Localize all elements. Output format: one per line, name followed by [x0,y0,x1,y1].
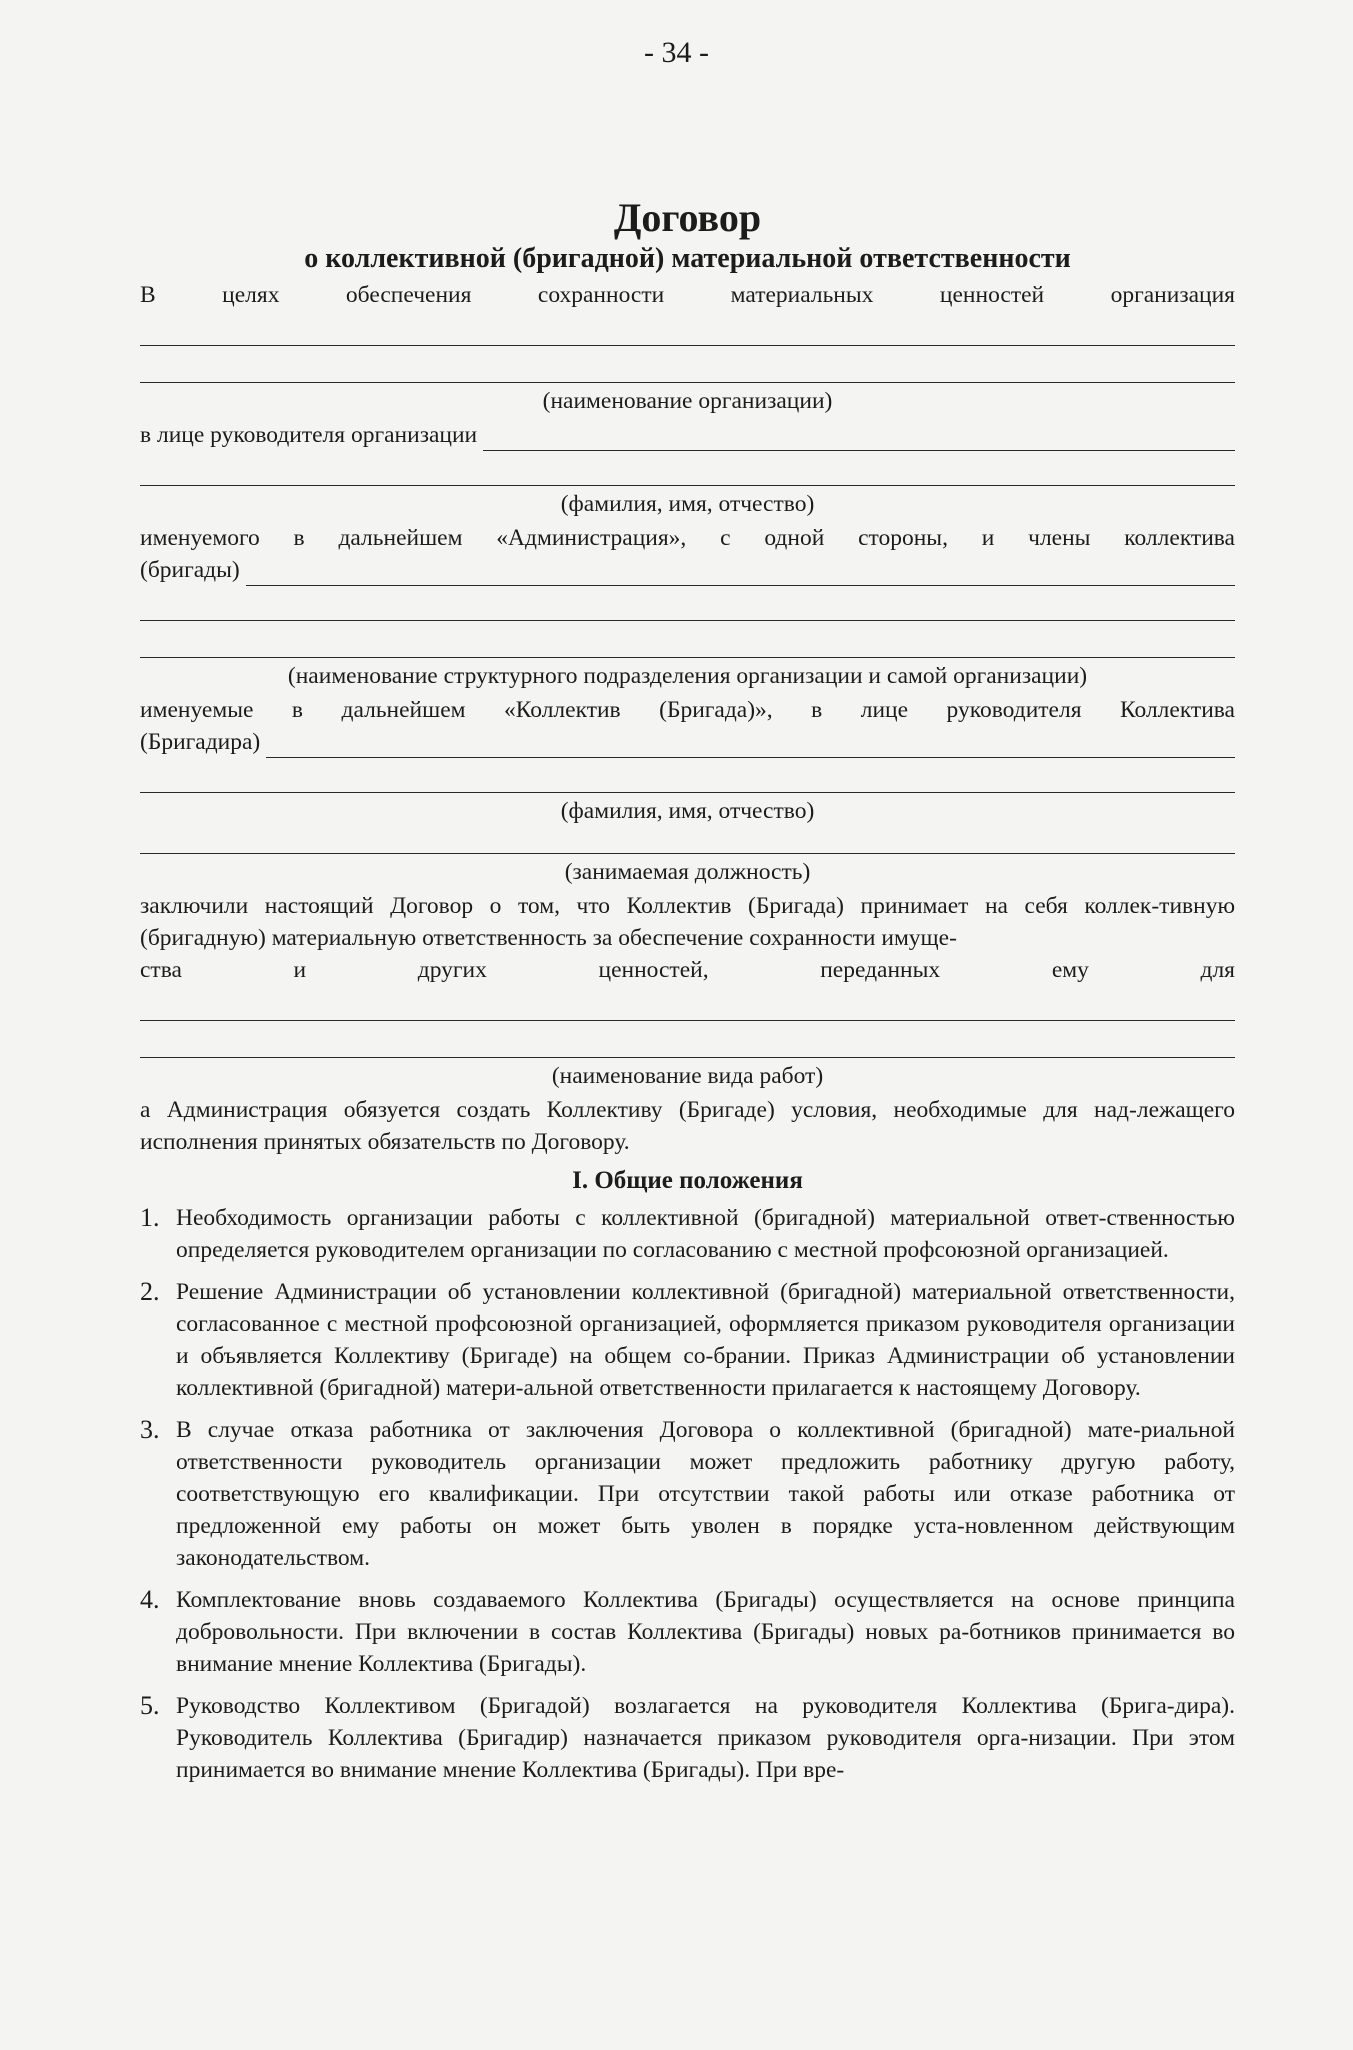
blank-line [140,758,1235,793]
concluded-text: заключили настоящий Договор о том, что Коллектив (Бригада) принимает на себя коллек-тивную (бригадную) материальную ответственность за обеспечение сохранности имуще- [140,893,1235,951]
list-item [140,1414,1235,1574]
blank-line [140,586,1235,621]
list-item [140,1584,1235,1680]
document-title: Договор [613,195,762,240]
item-number: 2. [140,1277,160,1306]
concluded-text-end: ства и других ценностей, переданных ему для [140,957,1235,983]
intro-text: В целях обеспечения сохранности материальных ценностей организация [140,282,1235,308]
item-text: Решение Администрации об установлении коллективной (бригадной) материальной ответственности, согласованное с местной профсоюзной организацией, оформляется приказом руководителя организации и объявляется Коллективу (Бригаде) на общем со-брании. Приказ Администрации об установлении коллективной (бригадной) матери-альной ответственности прилагается к настоящему Договору. [176,1279,1235,1401]
contract-body [140,195,1235,1796]
blank-line [140,451,1235,486]
admin-obliges-text: а Администрация обязуется создать Коллективу (Бригаде) условия, необходимые для над-лежащего исполнения принятых обязательств по Договору. [140,1097,1235,1155]
item-number: 4. [140,1585,160,1614]
caption-org-name: (наименование организации) [542,388,833,414]
item-number: 5. [140,1691,160,1720]
document-subtitle: о коллективной (бригадной) материальной ответственности [304,243,1071,274]
blank-line [246,561,1235,586]
item-text: В случае отказа работника от заключения Договора о коллективной (бригадной) мате-риальной ответственности руководитель организации может предложить работнику другую работу, соответствующую его квалификации. При отсутствии такой работы или отказе работника от предложенной ему работы он может быть уволен в порядке уста-новленном действующим законодательством. [176,1417,1235,1571]
caption-work-type: (наименование вида работ) [551,1063,824,1089]
named-collective-text: именуемые в дальнейшем «Коллектив (Бригада)», в лице руководителя Коллектива [140,697,1235,723]
general-provisions-list [140,1202,1235,1786]
list-item [140,1202,1235,1266]
item-text: Комплектование вновь создаваемого Коллектива (Бригады) осуществляется на основе принципа добровольности. При включении в состав Коллектива (Бригады) новых ра-ботников принимается во внимание мнение Коллектива (Бригады). [176,1587,1235,1677]
blank-line [140,623,1235,658]
in-person-label: в лице руководителя организации [140,422,478,448]
list-item [140,1276,1235,1404]
blank-line [483,426,1235,451]
page-number: - 34 - [644,36,709,69]
brigadier-row [140,726,1235,758]
blank-line [140,311,1235,346]
item-text: Необходимость организации работы с коллективной (бригадной) материальной ответ-ственностью определяется руководителем организации по согласованию с местной профсоюзной организацией. [176,1205,1235,1263]
caption-position: (занимаемая должность) [564,859,811,885]
list-item [140,1690,1235,1786]
blank-line [140,348,1235,383]
blank-line [266,733,1235,758]
brigade-label: (бригады) [140,557,240,583]
in-person-row [140,419,1235,451]
section-heading: I. Общие положения [572,1167,803,1194]
caption-fio: (фамилия, имя, отчество) [560,491,815,517]
item-text: Руководство Коллективом (Бригадой) возлагается на руководителя Коллектива (Брига-дира). Руководитель Коллектива (Бригадир) назначается приказом руководителя орга-низации. При этом принимается во внимание мнение Коллектива (Бригады). При вре- [176,1693,1235,1783]
caption-dept: (наименование структурного подразделения организации и самой организации) [287,663,1088,689]
named-admin-text: именуемого в дальнейшем «Администрация», с одной стороны, и члены коллектива [140,525,1235,551]
blank-line [140,986,1235,1021]
brigade-row [140,554,1235,586]
blank-line [140,829,1235,854]
blank-line [140,1023,1235,1058]
item-number: 3. [140,1415,160,1444]
brigadier-label: (Бригадира) [140,729,261,755]
caption-fio-2: (фамилия, имя, отчество) [560,798,815,824]
item-number: 1. [140,1203,160,1232]
